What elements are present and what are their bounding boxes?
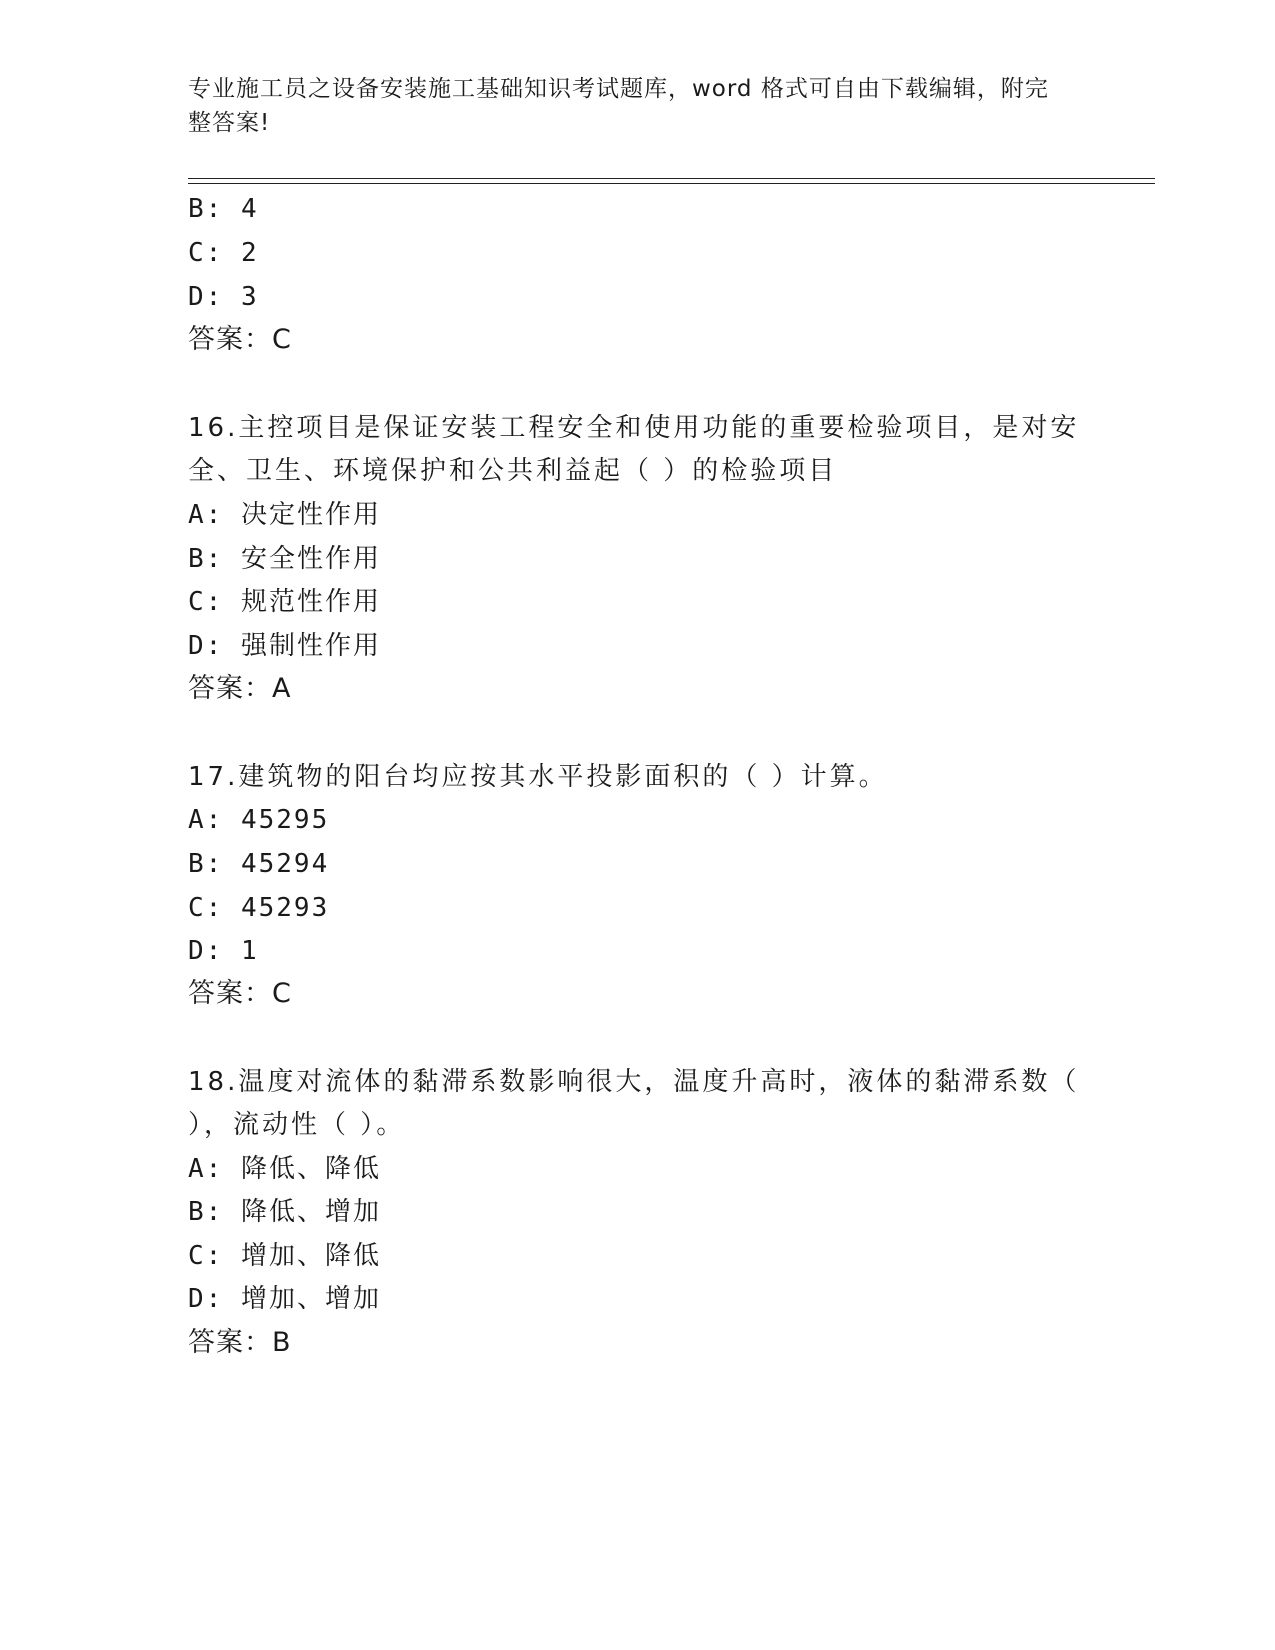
question-18-option-c: C: 增加、降低 xyxy=(188,1241,381,1271)
question-18-option-a: A: 降低、降低 xyxy=(188,1154,381,1184)
question-18-text-line-2: ），流动性（ ）。 xyxy=(188,1110,406,1140)
header-title-line-1: 专业施工员之设备安装施工基础知识考试题库，word 格式可自由下载编辑，附完 xyxy=(188,76,1049,102)
question-18-answer: 答案：B xyxy=(188,1327,292,1358)
option-c: C: 2 xyxy=(188,238,259,268)
question-17-option-c: C: 45293 xyxy=(188,893,330,923)
question-17-answer: 答案：C xyxy=(188,978,292,1009)
question-16-text-line-2: 全、卫生、环境保护和公共利益起（ ）的检验项目 xyxy=(188,456,838,486)
question-16-option-a: A: 决定性作用 xyxy=(188,500,381,530)
option-b: B: 4 xyxy=(188,194,259,224)
question-17-text-line-1: 17.建筑物的阳台均应按其水平投影面积的（ ）计算。 xyxy=(188,762,888,792)
question-16-option-b: B: 安全性作用 xyxy=(188,544,381,574)
question-18-option-d: D: 增加、增加 xyxy=(188,1284,381,1314)
header-divider-bottom xyxy=(188,183,1155,184)
question-17-option-d: D: 1 xyxy=(188,936,259,966)
question-17-option-a: A: 45295 xyxy=(188,805,330,835)
option-d: D: 3 xyxy=(188,282,259,312)
question-18-option-b: B: 降低、增加 xyxy=(188,1197,381,1227)
question-16-answer: 答案：A xyxy=(188,673,292,704)
answer-label: 答案：C xyxy=(188,324,292,355)
header-divider-top xyxy=(188,178,1155,179)
question-16-text-line-1: 16.主控项目是保证安装工程安全和使用功能的重要检验项目，是对安 xyxy=(188,413,1080,443)
question-17-option-b: B: 45294 xyxy=(188,849,330,879)
question-16-option-c: C: 规范性作用 xyxy=(188,587,381,617)
question-16-option-d: D: 强制性作用 xyxy=(188,631,381,661)
document-header xyxy=(188,72,1068,140)
question-18-text-line-1: 18.温度对流体的黏滞系数影响很大，温度升高时，液体的黏滞系数（ xyxy=(188,1067,1080,1097)
header-title-line-2: 整答案! xyxy=(188,110,271,136)
